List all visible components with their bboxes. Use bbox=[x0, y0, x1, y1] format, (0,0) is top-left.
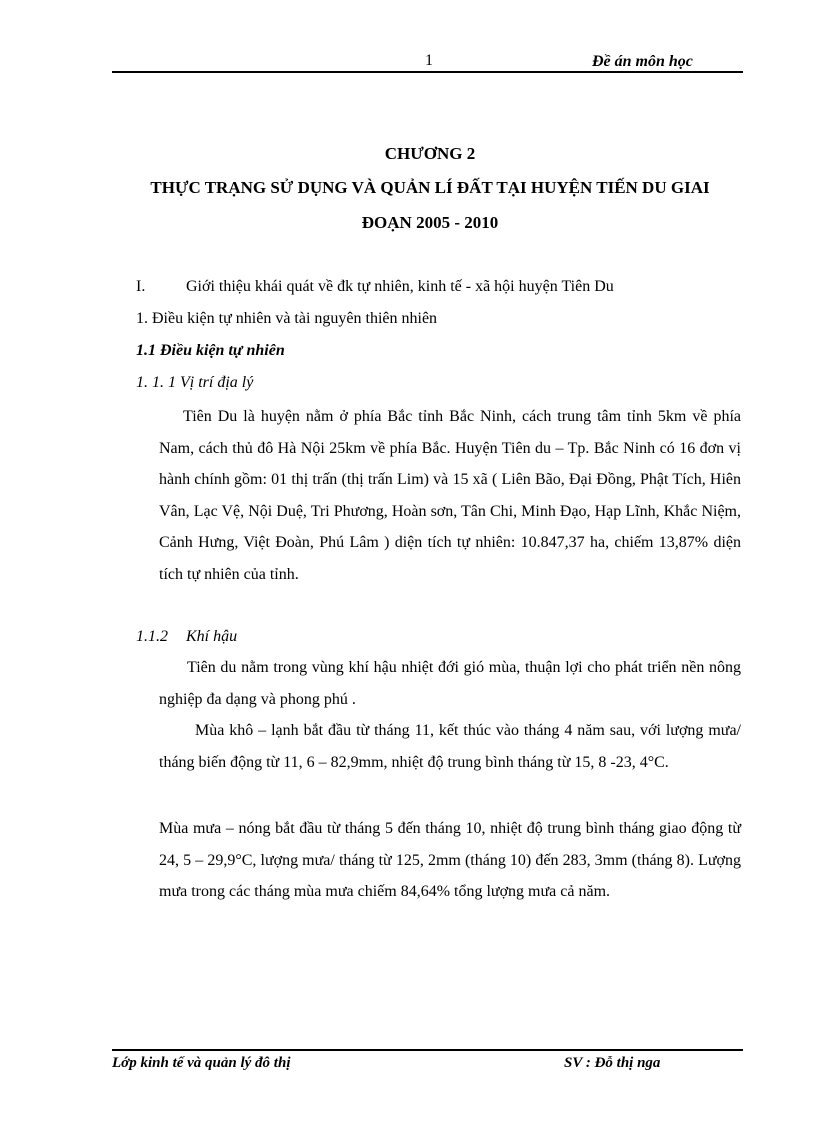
footer-student: SV : Đỗ thị nga bbox=[564, 1055, 661, 1071]
section-5-number: 1.1.2 bbox=[136, 628, 168, 645]
chapter-heading: CHƯƠNG 2 bbox=[384, 144, 476, 163]
paragraph-climate-intro: Tiên du nằm trong vùng khí hậu nhiệt đới gió mùa, thuận lợi cho phát triển nền nông nghiệp đa dạng và phong phú . bbox=[159, 659, 741, 708]
chapter-title-line2: ĐOẠN 2005 - 2010 bbox=[361, 213, 499, 232]
section-1-heading: Giới thiệu khái quát về đk tự nhiên, kinh tế - xã hội huyện Tiên Du bbox=[186, 278, 614, 295]
section-2-heading: 1. Điều kiện tự nhiên và tài nguyên thiên nhiên bbox=[136, 310, 438, 327]
header-rule bbox=[112, 71, 743, 73]
page-number: 1 bbox=[425, 52, 433, 69]
paragraph-dry-season: Mùa khô – lạnh bắt đầu từ tháng 11, kết thúc vào tháng 4 năm sau, với lượng mưa/ tháng biến động từ 11, 6 – 82,9mm, nhiệt độ trung bình tháng từ 15, 8 -23, 4°C. bbox=[159, 722, 741, 771]
section-1-number: I. bbox=[136, 278, 146, 295]
section-4-heading: 1. 1. 1 Vị trí địa lý bbox=[136, 374, 254, 391]
header-doc-type: Đề án môn học bbox=[592, 53, 693, 70]
section-5-heading: Khí hậu bbox=[186, 628, 238, 645]
footer-class: Lớp kinh tế và quản lý đô thị bbox=[112, 1055, 291, 1071]
paragraph-rainy-season: Mùa mưa – nóng bắt đầu từ tháng 5 đến tháng 10, nhiệt độ trung bình tháng giao động từ 24, 5 – 29,9°C, lượng mưa/ tháng từ 125, 2mm (tháng 10) đến 283, 3mm (tháng 8). Lượng mưa trong các tháng mùa mưa chiếm 84,64% tổng lượng mưa cả năm. bbox=[159, 820, 741, 901]
chapter-title-line1: THỰC TRẠNG SỬ DỤNG VÀ QUẢN LÍ ĐẤT TẠI HUYỆN TIẾN DU GIAI bbox=[150, 178, 710, 197]
footer-rule bbox=[112, 1049, 743, 1051]
section-3-heading: 1.1 Điều kiện tự nhiên bbox=[136, 342, 285, 359]
paragraph-location: Tiên Du là huyện nằm ở phía Bắc tỉnh Bắc Ninh, cách trung tâm tỉnh 5km về phía Nam, cách thủ đô Hà Nội 25km về phía Bắc. Huyện Tiên du – Tp. Bắc Ninh có 16 đơn vị hành chính gồm: 01 thị trấn (thị trấn Lim) và 15 xã ( Liên Bão, Đại Đồng, Phật Tích, Hiên Vân, Lạc Vệ, Nội Duệ, Tri Phương, Hoàn sơn, Tân Chi, Minh Đạo, Hạp Lĩnh, Khắc Niệm, Cảnh Hưng, Việt Đoàn, Phú Lâm ) diện tích tự nhiên: 10.847,37 ha, chiếm 13,87% diện tích tự nhiên của tỉnh. bbox=[159, 408, 741, 583]
